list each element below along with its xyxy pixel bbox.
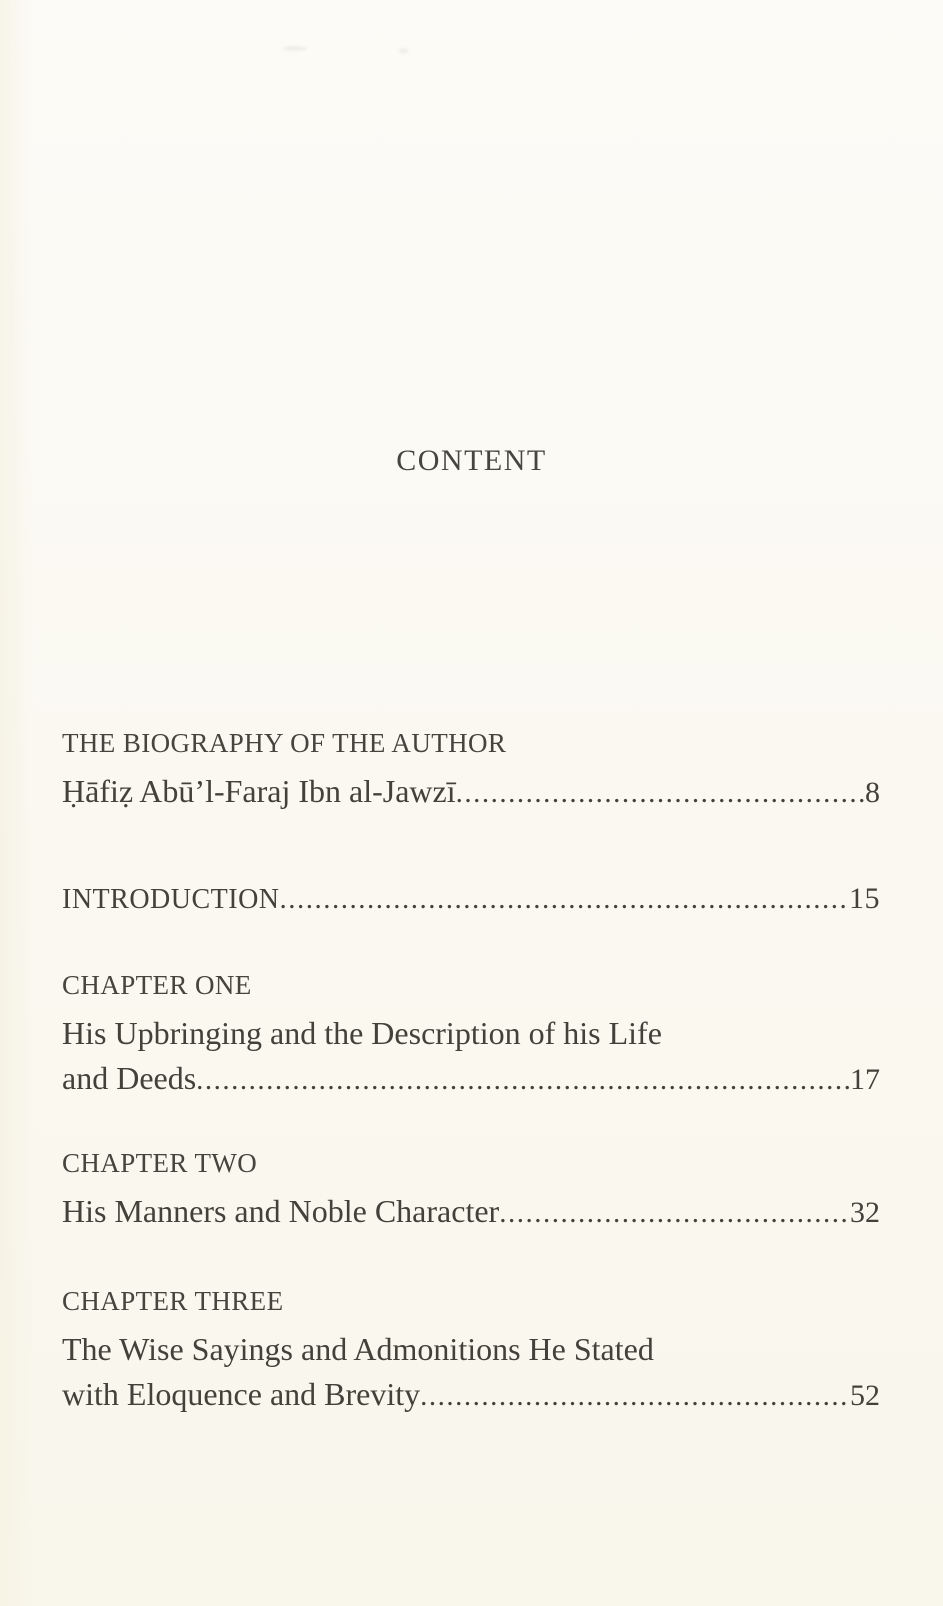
toc-entry-heading: CHAPTER ONE [62,970,252,1000]
toc-entry-chapter-two [62,1146,880,1236]
toc-entry-chapter-one [62,968,880,1103]
dot-leader [499,1191,850,1236]
toc-entry-text: His Manners and Noble Character [62,1193,500,1229]
toc-entry-line [62,1189,880,1236]
toc-entry-text: Ḥāfiẓ Abū’l-Faraj Ibn al-Jawzī [62,773,456,809]
toc-entry-text: The Wise Sayings and Admonitions He Stated [62,1331,654,1367]
toc-entry-heading: THE BIOGRAPHY OF THE AUTHOR [62,728,507,758]
dot-leader [456,771,865,816]
toc-entry-heading: CHAPTER TWO [62,1148,258,1178]
toc-entry-text: and Deeds [62,1060,197,1096]
toc-entry-biography [62,726,880,816]
toc-entry-line [62,1327,880,1372]
toc-entry-line [62,1372,880,1419]
toc-entry-text: INTRODUCTION [62,884,280,915]
scan-artifact [399,48,408,54]
dot-leader [280,877,849,922]
toc-entry-text: with Eloquence and Brevity [62,1376,421,1412]
dot-leader [420,1374,850,1419]
toc-entry-line [62,1056,880,1103]
toc-page-number: 17 [850,1063,880,1096]
toc-entry-line [62,769,880,816]
toc-page-number: 52 [850,1379,880,1412]
toc-entry-heading: CHAPTER THREE [62,1286,284,1316]
toc-page-number: 15 [849,882,880,915]
toc-page-number: 8 [865,776,880,809]
scan-artifact [283,46,307,51]
toc-entry-line [62,876,880,922]
toc-entry-line [62,1011,880,1056]
dot-leader [196,1058,850,1103]
toc-entry-text: His Upbringing and the Description of his Life [62,1015,662,1051]
toc-page-number: 32 [850,1196,880,1229]
toc-title: CONTENT [396,444,547,477]
toc-entry-chapter-three [62,1284,880,1419]
toc-entry-introduction [62,876,880,922]
